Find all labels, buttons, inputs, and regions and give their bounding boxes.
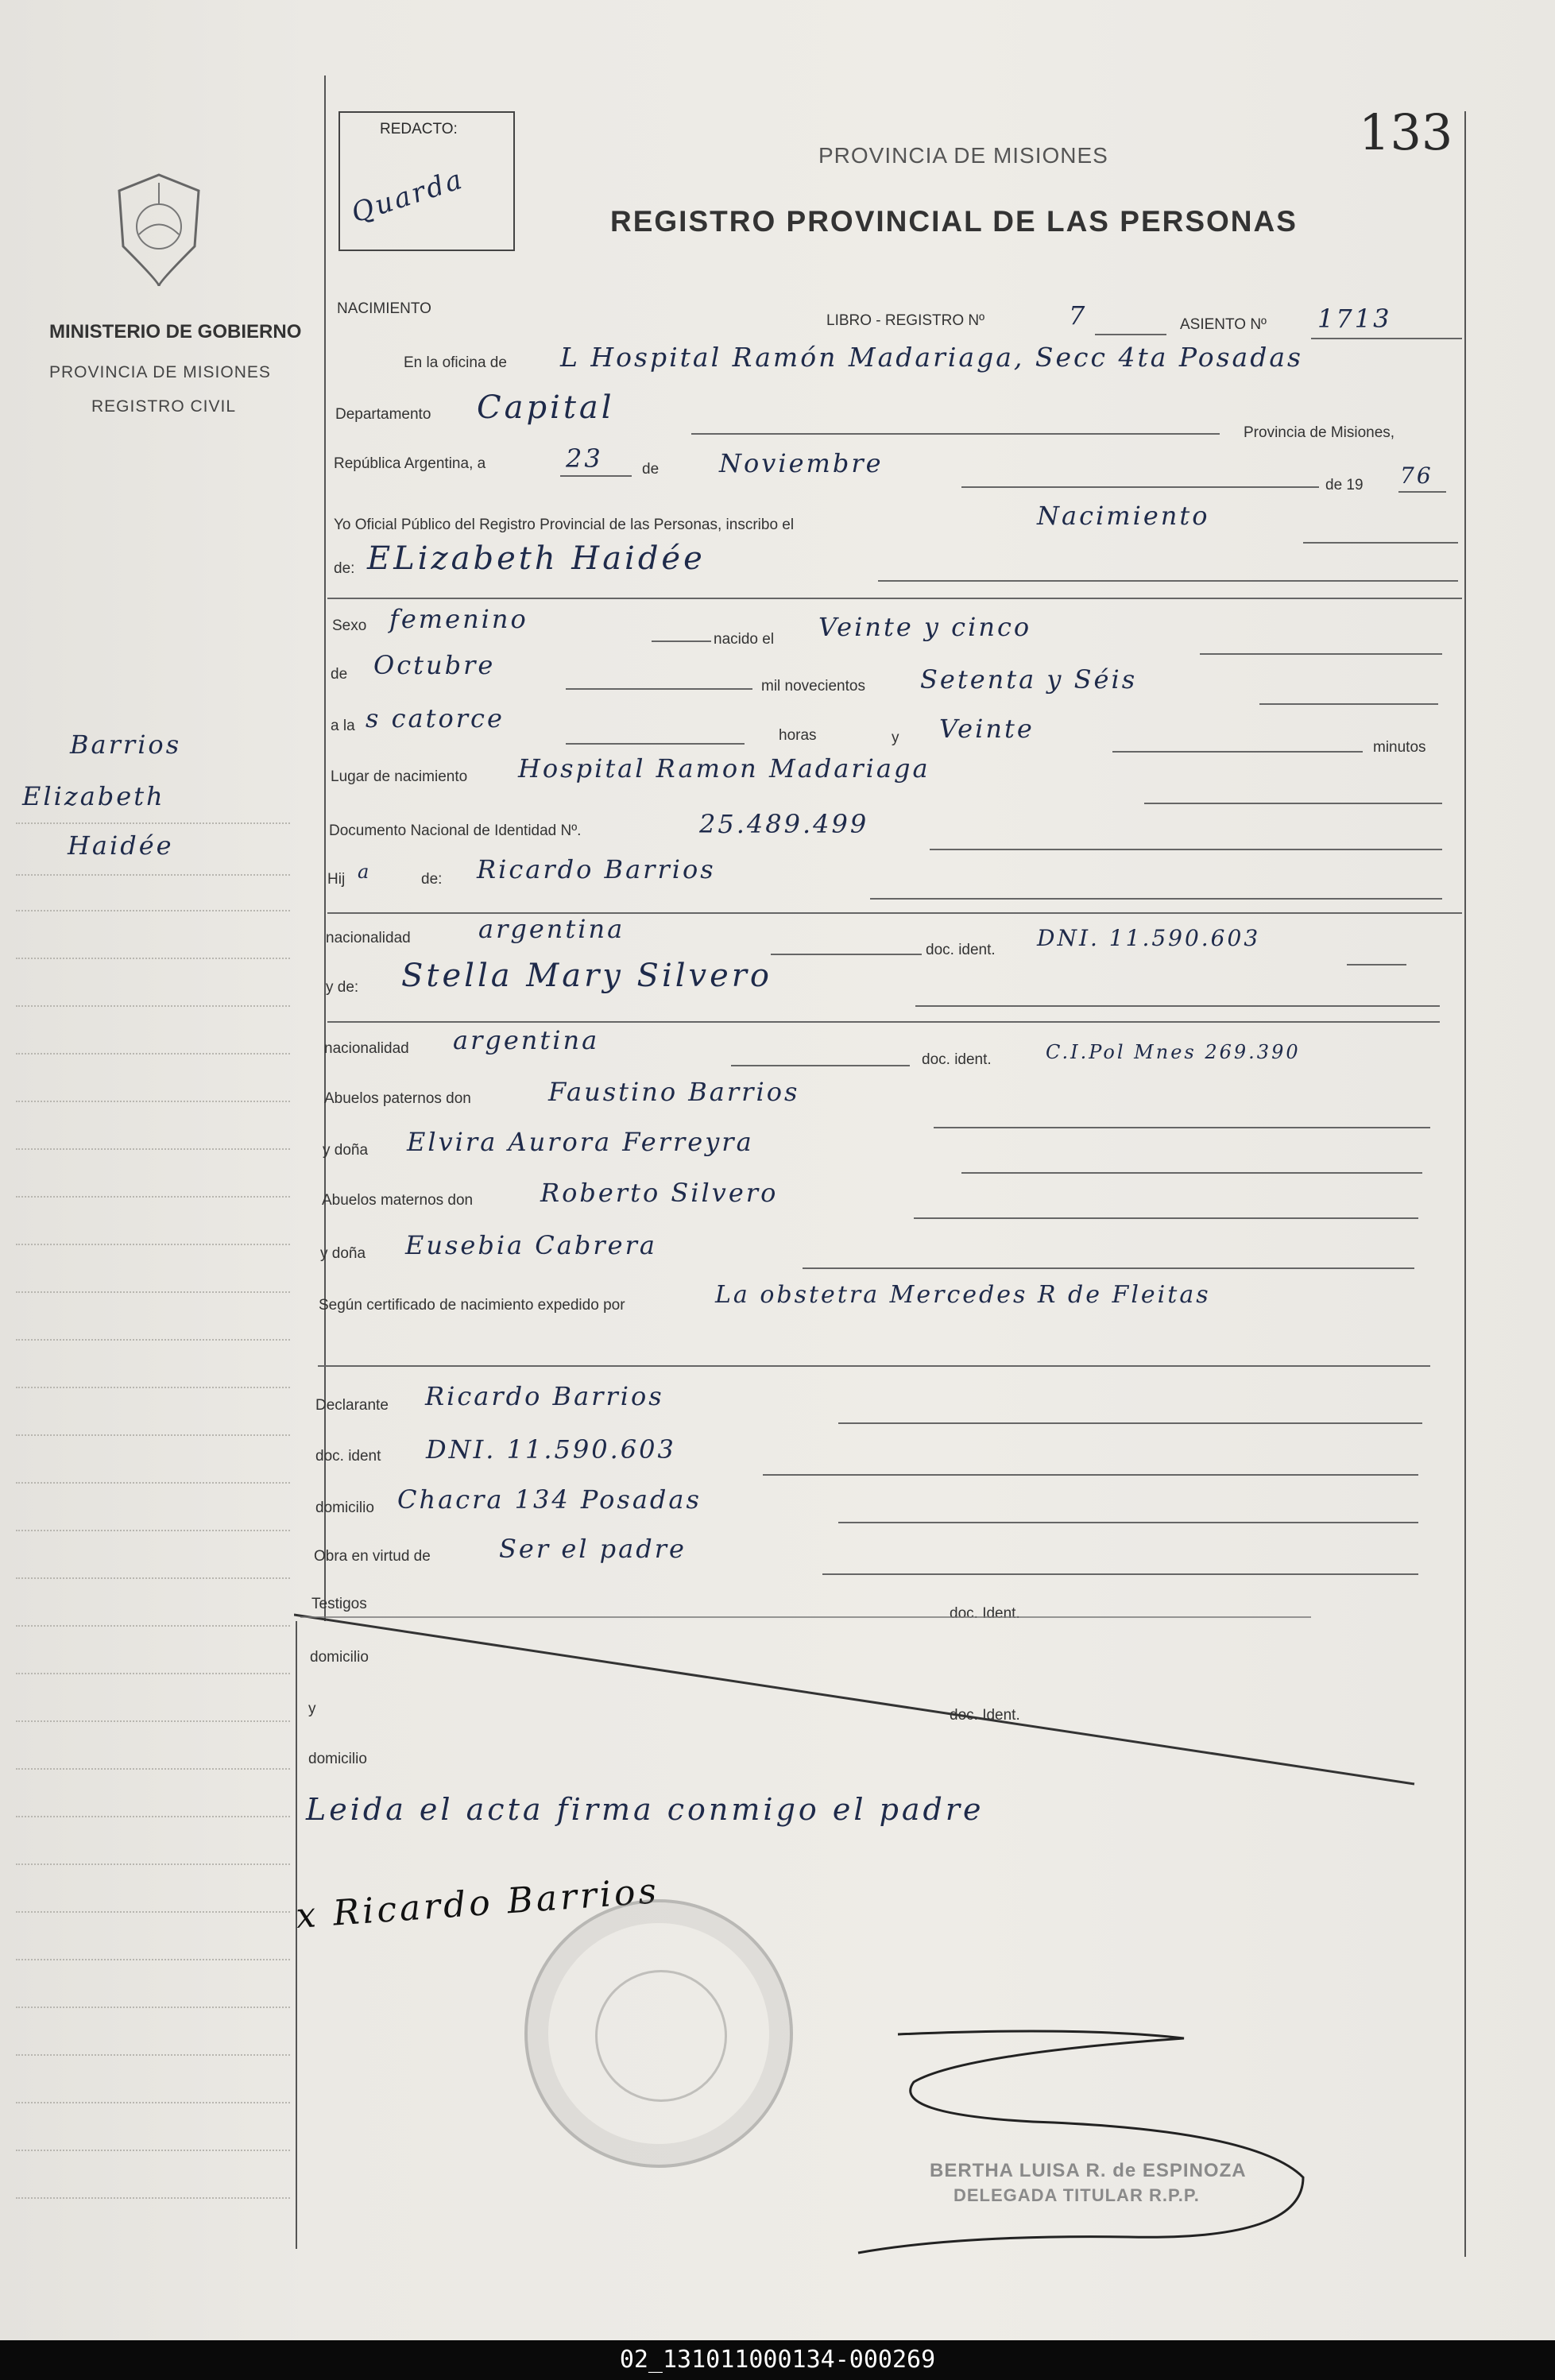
domicilio2-label: domicilio <box>310 1649 369 1666</box>
nacido-value: Veinte y cinco <box>818 612 1032 642</box>
doc-ident-label: doc. ident. <box>926 942 996 958</box>
obra-value: Ser el padre <box>499 1534 687 1564</box>
nacionalidad-label: nacionalidad <box>326 930 411 946</box>
certificado-label: Según certificado de nacimiento expedido por <box>319 1297 625 1314</box>
doc-ident-madre-label: doc. ident. <box>922 1051 992 1068</box>
departamento-label: Departamento <box>335 406 431 423</box>
redacto-label: REDACTO: <box>380 121 458 137</box>
record-type: NACIMIENTO <box>337 300 431 317</box>
horas-label: horas <box>779 727 817 744</box>
left-border-line <box>324 75 326 1621</box>
domicilio-label: domicilio <box>315 1500 374 1516</box>
page-number: 133 <box>1359 103 1453 161</box>
minutos-label: minutos <box>1373 739 1426 756</box>
redacto-box <box>338 111 515 251</box>
doc-padre: DNI. 11.590.603 <box>1037 925 1261 951</box>
lugar-label: Lugar de nacimiento <box>331 768 468 785</box>
dni-label: Documento Nacional de Identidad Nº. <box>329 822 582 839</box>
de-nombre-label: de: <box>334 560 355 577</box>
abuela-paterna: Elvira Aurora Ferreyra <box>407 1127 754 1157</box>
mes-nac-value: Octubre <box>373 650 496 680</box>
testigos-label: Testigos <box>311 1596 367 1612</box>
ala-label: a la <box>331 718 355 734</box>
declarante-label: Declarante <box>315 1397 389 1414</box>
abuelo-materno: Roberto Silvero <box>540 1178 779 1208</box>
page-title: REGISTRO PROVINCIAL DE LAS PERSONAS <box>610 205 1298 238</box>
mil-label: mil novecientos <box>761 678 865 695</box>
asiento-value: 1713 <box>1317 304 1392 334</box>
y-label: y <box>892 729 899 746</box>
oficina-value: L Hospital Ramón Madariaga, Secc 4ta Posadas <box>560 342 1303 373</box>
abuela-materna: Eusebia Cabrera <box>405 1230 657 1260</box>
right-border-line <box>1464 111 1466 2257</box>
official-seal <box>524 1899 793 2168</box>
margin-note-surname: Barrios <box>70 729 182 760</box>
province-header: PROVINCIA DE MISIONES <box>818 143 1108 168</box>
doc-declarante: DNI. 11.590.603 <box>426 1434 676 1465</box>
hijo-label: Hij <box>327 871 346 888</box>
margin-note-first: Elizabeth <box>22 781 165 811</box>
y2-label: y <box>308 1701 316 1717</box>
domicilio-value: Chacra 134 Posadas <box>397 1484 702 1515</box>
nacionalidad-madre: argentina <box>453 1025 600 1055</box>
hijo-suffix: a <box>358 861 372 883</box>
republica-label: República Argentina, a <box>334 455 486 472</box>
doc-ident2-label: doc. ident <box>315 1448 381 1465</box>
abuelos-paternos-label: Abuelos paternos don <box>324 1090 471 1107</box>
nombre-value: ELizabeth Haidée <box>367 540 706 577</box>
y-de-label: y de: <box>326 979 359 996</box>
mes-value: Noviembre <box>719 448 884 478</box>
nacionalidad-padre: argentina <box>478 914 625 944</box>
asiento-label: ASIENTO Nº <box>1180 316 1267 333</box>
abuelo-paterno: Faustino Barrios <box>548 1077 800 1107</box>
sexo-label: Sexo <box>332 617 367 634</box>
abuelos-maternos-label: Abuelos maternos don <box>322 1192 474 1209</box>
libro-value: 7 <box>1069 300 1088 331</box>
declarante-value: Ricardo Barrios <box>425 1381 664 1411</box>
doc-ident3-label: doc. Ident. <box>950 1605 1020 1622</box>
margin-note-second: Haidée <box>68 830 174 861</box>
coat-of-arms-icon <box>111 171 207 290</box>
official-stamp-title: DELEGADA TITULAR R.P.P. <box>954 2185 1200 2205</box>
firma-padre: x Ricardo Barrios <box>294 1871 661 1937</box>
departamento-value: Capital <box>477 389 615 426</box>
madre-value: Stella Mary Silvero <box>401 958 772 994</box>
sexo-value: femenino <box>389 604 528 634</box>
anio-prefix: de 19 <box>1325 477 1364 493</box>
nacionalidad-madre-label: nacionalidad <box>324 1040 409 1057</box>
anio-nac-value: Setenta y Séis <box>920 664 1138 695</box>
hora-value: s catorce <box>366 703 505 733</box>
oficial-label: Yo Oficial Público del Registro Provincial de las Personas, inscribo el <box>334 517 795 533</box>
document-code: 02_131011000134-000269 <box>0 2340 1555 2380</box>
oficina-label: En la oficina de <box>404 354 507 371</box>
lugar-value: Hospital Ramon Madariaga <box>518 753 930 784</box>
domicilio3-label: domicilio <box>308 1751 367 1767</box>
official-stamp-name: BERTHA LUISA R. de ESPINOZA <box>930 2160 1247 2181</box>
obra-label: Obra en virtud de <box>314 1548 431 1565</box>
y-dona-label: y doña <box>323 1142 369 1159</box>
padre-value: Ricardo Barrios <box>477 854 716 884</box>
anio-value: 76 <box>1400 462 1433 489</box>
y-dona-materna-label: y doña <box>320 1245 366 1262</box>
strike-through-lines <box>294 1613 1422 1788</box>
dia-value: 23 <box>566 443 603 474</box>
left-province-label: PROVINCIA DE MISIONES <box>49 363 271 381</box>
acto-value: Nacimiento <box>1037 501 1210 531</box>
hijo-de-label: de: <box>421 871 443 888</box>
ministry-label: MINISTERIO DE GOBIERNO <box>49 321 302 342</box>
leida-value: Leida el acta firma conmigo el padre <box>306 1792 984 1827</box>
official-signature <box>842 2026 1319 2265</box>
redacto-signature: Quarda <box>347 163 468 230</box>
provincia-suffix: Provincia de Misiones, <box>1244 424 1395 441</box>
doc-ident4-label: doc. Ident. <box>950 1707 1020 1724</box>
dni-value: 25.489.499 <box>699 809 869 839</box>
de2-label: de <box>331 666 348 683</box>
nacido-label: nacido el <box>714 631 775 648</box>
doc-madre: C.I.Pol Mnes 269.390 <box>1046 1041 1301 1063</box>
minutos-value: Veinte <box>939 714 1035 744</box>
registry-label: REGISTRO CIVIL <box>91 397 237 416</box>
de-label: de <box>642 461 660 478</box>
libro-label: LIBRO - REGISTRO Nº <box>826 312 985 329</box>
certificado-value: La obstetra Mercedes R de Fleitas <box>715 1281 1211 1309</box>
